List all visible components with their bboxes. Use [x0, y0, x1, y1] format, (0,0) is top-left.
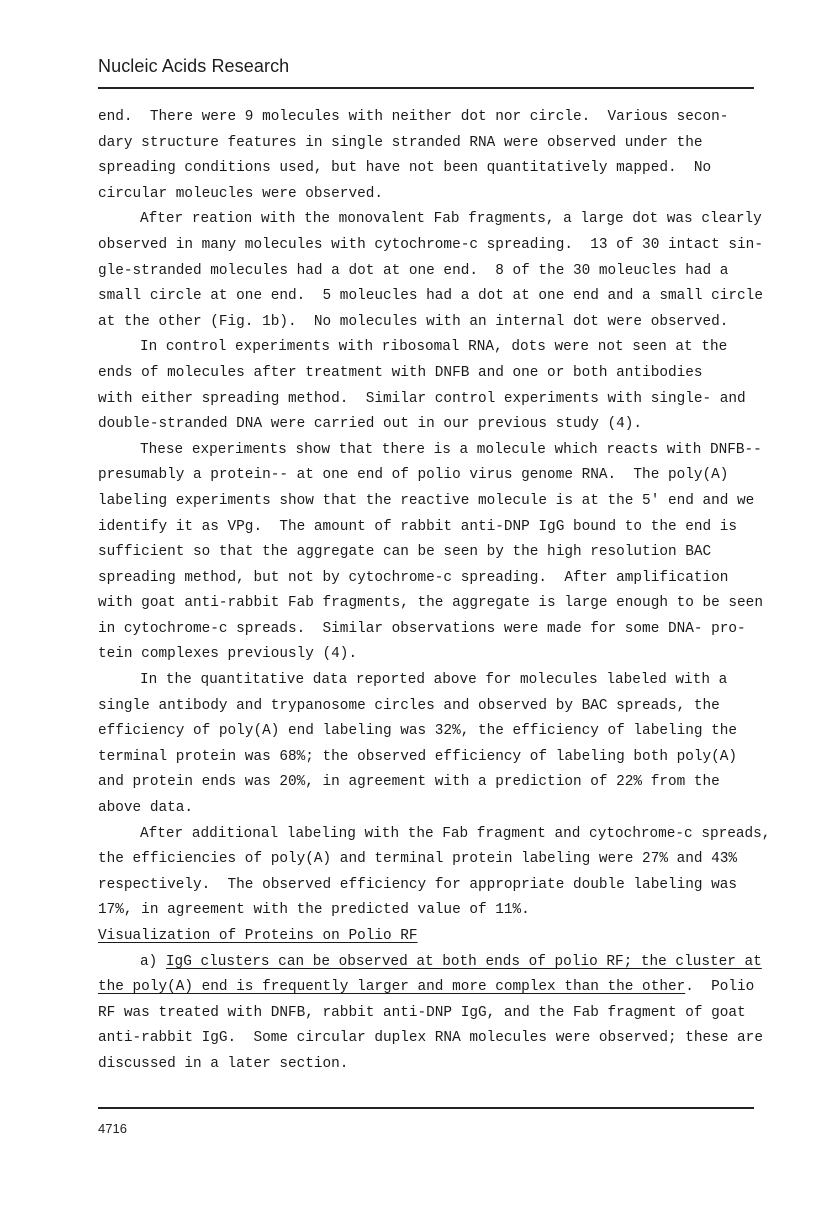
text-line: In control experiments with ribosomal RNA, dots were not seen at the	[140, 339, 728, 356]
section-heading: Visualization of Proteins on Polio RF	[98, 928, 418, 944]
text-line: efficiency of poly(A) end labeling was 32%, the efficiency of labeling the	[98, 723, 738, 740]
item-label: a)	[140, 953, 166, 970]
text-line: After additional labeling with the Fab fragment and cytochrome-c spreads,	[140, 825, 771, 842]
text-line	[98, 950, 762, 976]
text-line: at the other (Fig. 1b). No molecules with an internal dot were observed.	[98, 313, 729, 330]
text-line: small circle at one end. 5 moleucles had a dot at one end and a small circle	[98, 288, 763, 305]
journal-title: Nucleic Acids Research	[98, 56, 290, 76]
text-line: with either spreading method. Similar control experiments with single- and	[98, 390, 746, 407]
text-line: respectively. The observed efficiency for appropriate double labeling was	[98, 876, 738, 893]
text-line: identify it as VPg. The amount of rabbit anti-DNP IgG bound to the end is	[98, 518, 738, 535]
text-line: 17%, in agreement with the predicted value of 11%.	[98, 902, 530, 919]
text-line: with goat anti-rabbit Fab fragments, the aggregate is large enough to be seen	[98, 595, 763, 612]
text-line: After reation with the monovalent Fab fragments, a large dot was clearly	[140, 211, 762, 228]
text-line: observed in many molecules with cytochrome-c spreading. 13 of 30 intact sin-	[98, 236, 763, 253]
text-line: ends of molecules after treatment with DNFB and one or both antibodies	[98, 364, 703, 381]
page-number: 4716	[98, 1121, 127, 1136]
text-line: These experiments show that there is a molecule which reacts with DNFB--	[140, 441, 762, 458]
text-line: anti-rabbit IgG. Some circular duplex RNA molecules were observed; these are	[98, 1030, 763, 1047]
text-line: circular moleucles were observed.	[98, 185, 383, 202]
text-line: double-stranded DNA were carried out in our previous study (4).	[98, 416, 643, 433]
text-line: In the quantitative data reported above for molecules labeled with a	[140, 672, 728, 689]
text-line: single antibody and trypanosome circles and observed by BAC spreads, the	[98, 697, 720, 714]
text-line: labeling experiments show that the reactive molecule is at the 5' end and we	[98, 492, 755, 509]
text-line: spreading conditions used, but have not been quantitatively mapped. No	[98, 160, 712, 177]
text-line: discussed in a later section.	[98, 1055, 349, 1072]
header-rule	[98, 87, 754, 89]
text-line: terminal protein was 68%; the observed efficiency of labeling both poly(A)	[98, 748, 738, 765]
text-line: presumably a protein-- at one end of polio virus genome RNA. The poly(A)	[98, 467, 729, 484]
text-line: the efficiencies of poly(A) and terminal protein labeling were 27% and 43%	[98, 851, 738, 868]
text-line: in cytochrome-c spreads. Similar observations were made for some DNA- pro-	[98, 620, 746, 637]
text-line: RF was treated with DNFB, rabbit anti-DNP IgG, and the Fab fragment of goat	[98, 1004, 746, 1021]
text-line: and protein ends was 20%, in agreement with a prediction of 22% from the	[98, 774, 720, 791]
underlined-statement: the poly(A) end is frequently larger and more complex than the other	[98, 979, 686, 996]
text-line: dary structure features in single stranded RNA were observed under the	[98, 134, 703, 151]
text-line: spreading method, but not by cytochrome-c spreading. After amplification	[98, 569, 729, 586]
text-line: end. There were 9 molecules with neither dot nor circle. Various secon-	[98, 109, 729, 125]
footer-rule	[98, 1107, 754, 1109]
text-line: tein complexes previously (4).	[98, 646, 358, 663]
text-span: . Polio	[685, 979, 755, 996]
underlined-statement: IgG clusters can be observed at both ends of polio RF; the cluster at	[165, 953, 762, 970]
text-line: gle-stranded molecules had a dot at one end. 8 of the 30 moleucles had a	[98, 262, 729, 279]
text-line	[98, 975, 758, 1001]
text-line: sufficient so that the aggregate can be seen by the high resolution BAC	[98, 544, 712, 561]
text-line: above data.	[98, 800, 193, 817]
article-body	[98, 105, 771, 1078]
